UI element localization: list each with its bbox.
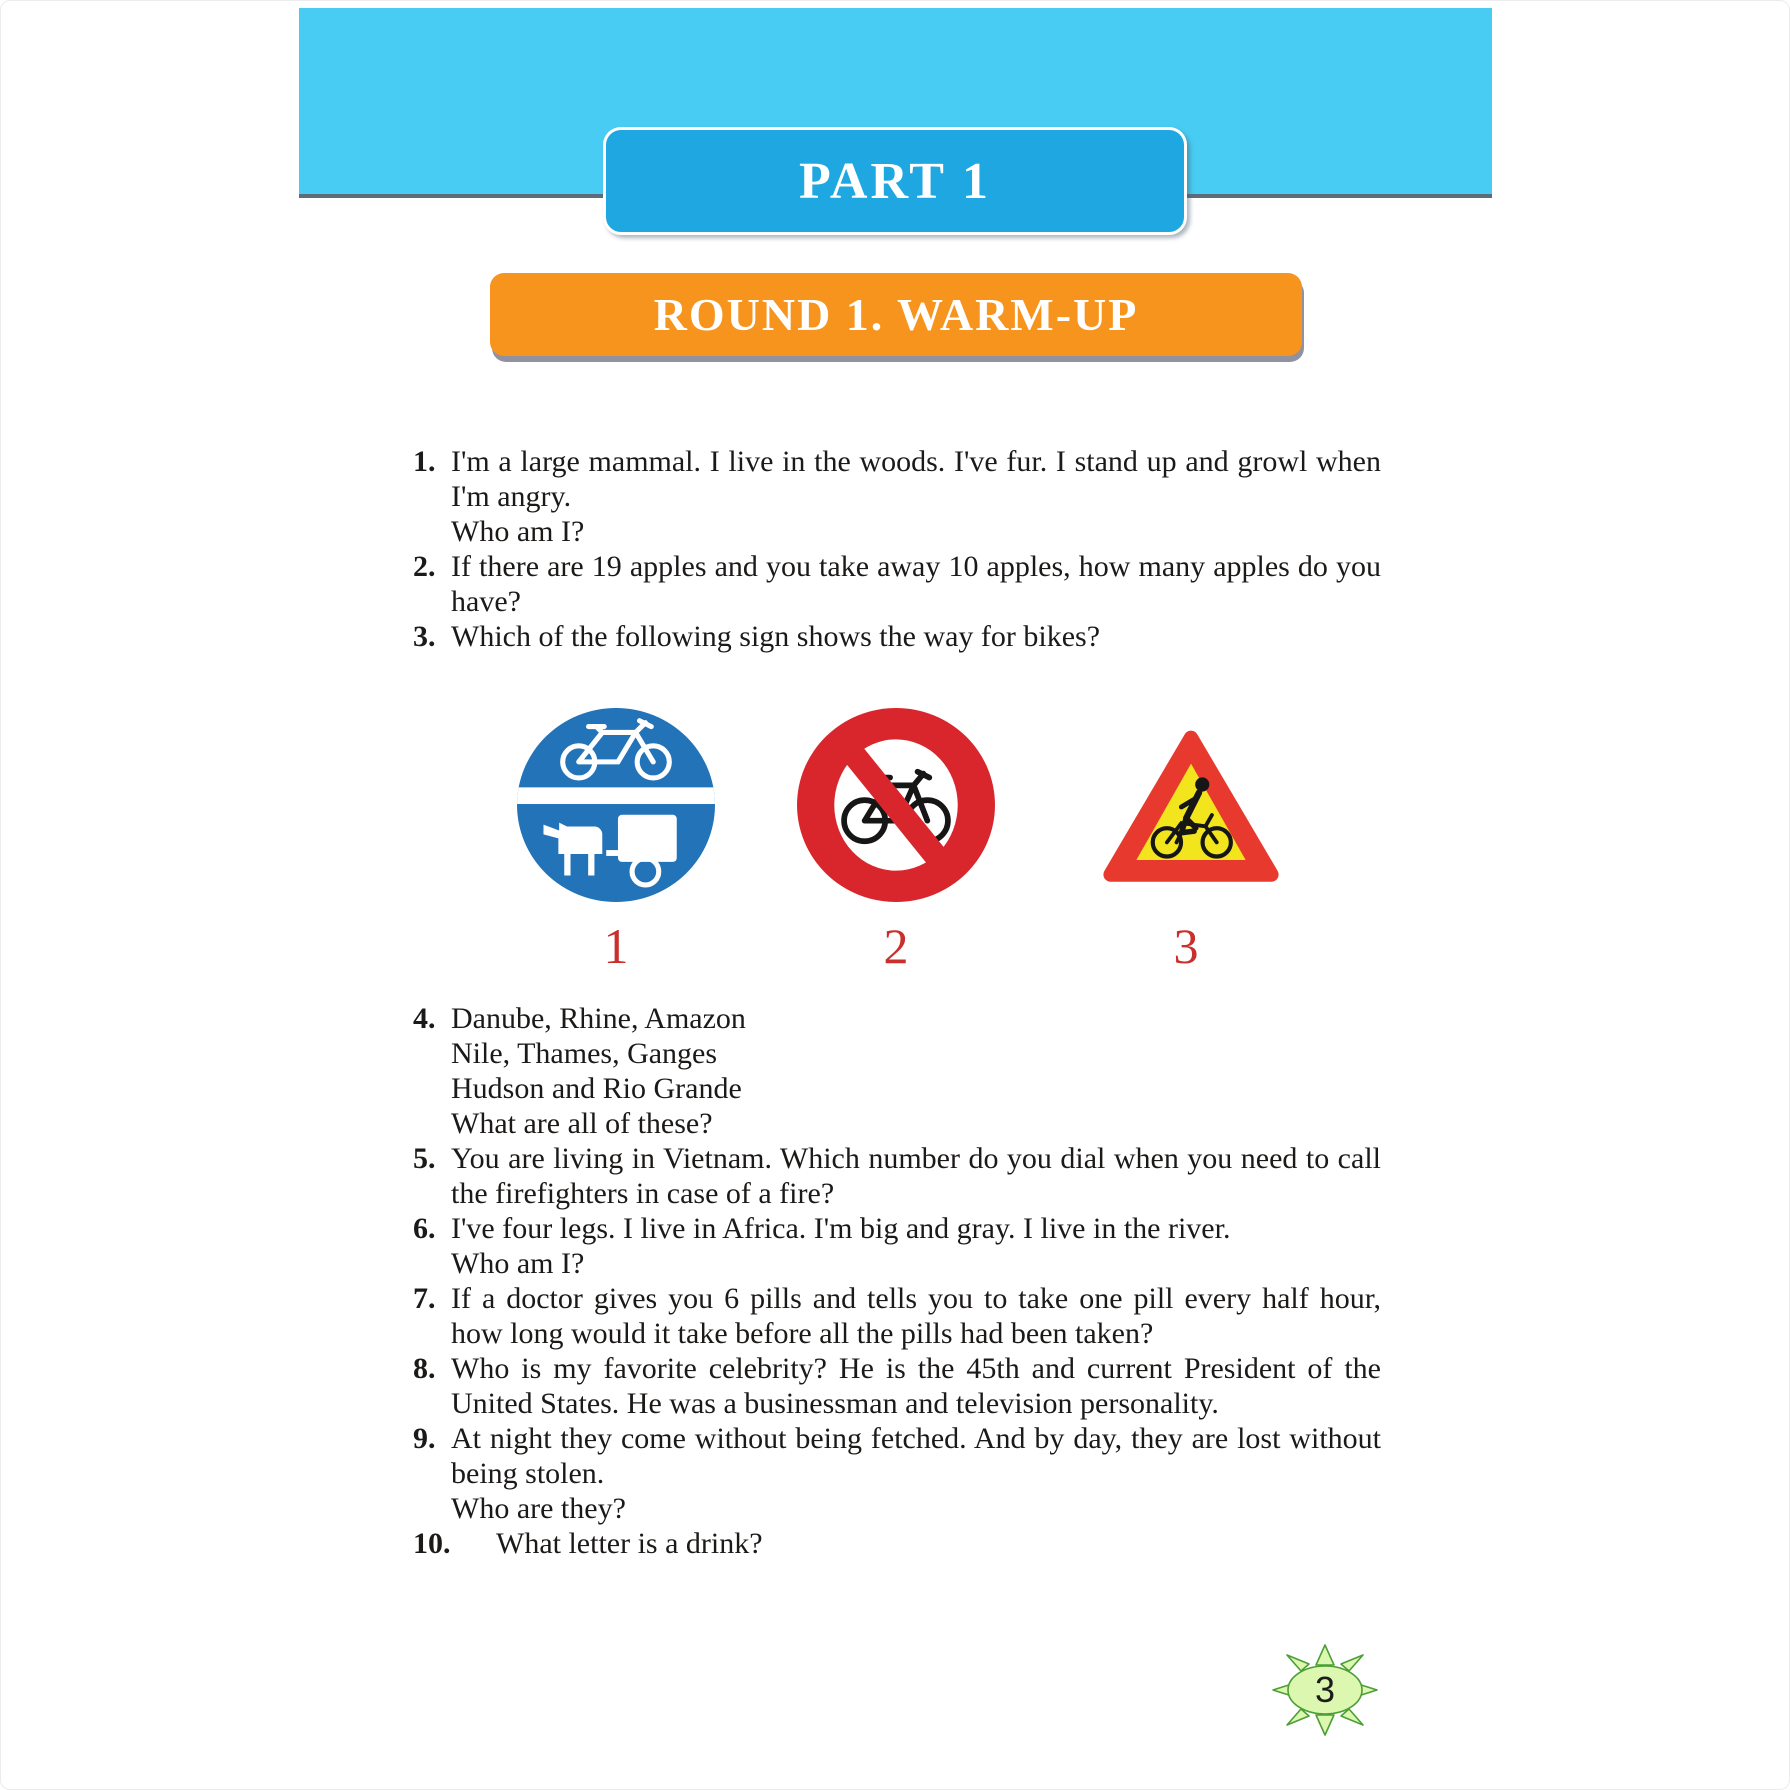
question-item xyxy=(413,1421,1381,1526)
sign-cyclist-warning xyxy=(1101,713,1281,906)
question-line: If there are 19 apples and you take away 10 apples, how many apples do you xyxy=(451,550,1381,583)
question-line: Nile, Thames, Ganges xyxy=(451,1037,718,1070)
question-line: the firefighters in case of a fire? xyxy=(451,1177,835,1210)
sign-number-label: 3 xyxy=(1173,918,1199,974)
question-line: Who is my favorite celebrity? He is the 45th and current President of the xyxy=(451,1352,1381,1385)
question-item xyxy=(413,1001,1381,1141)
sun-icon xyxy=(1259,1643,1391,1737)
part-title-box xyxy=(603,127,1187,235)
bicycle-and-cart-lane-icon xyxy=(516,707,716,903)
question-number: 8. xyxy=(413,1352,436,1385)
question-number: 2. xyxy=(413,550,436,583)
question-line: have? xyxy=(451,585,521,618)
question-line: What letter is a drink? xyxy=(496,1527,763,1560)
question-line: Which of the following sign shows the way for bikes? xyxy=(451,620,1101,653)
cyclist-warning-icon xyxy=(1101,713,1281,901)
sign-bicycle-and-cart-lane xyxy=(516,707,716,908)
question-item xyxy=(413,1141,1381,1211)
round-title: ROUND 1. WARM-UP xyxy=(653,289,1139,340)
question-line: I've four legs. I live in Africa. I'm big and gray. I live in the river. xyxy=(451,1212,1231,1245)
question-item xyxy=(413,1351,1381,1421)
question-line: Who am I? xyxy=(451,515,585,548)
sign-number-label: 1 xyxy=(603,918,629,974)
question-item xyxy=(413,1526,1381,1561)
question-line: What are all of these? xyxy=(451,1107,713,1140)
question-line: being stolen. xyxy=(451,1457,605,1490)
question-line: Danube, Rhine, Amazon xyxy=(451,1002,746,1035)
page-number: 3 xyxy=(1314,1669,1336,1710)
question-line: I'm angry. xyxy=(451,480,572,513)
question-line: If a doctor gives you 6 pills and tells you to take one pill every half hour, xyxy=(451,1282,1381,1315)
question-line: You are living in Vietnam. Which number do you dial when you need to call xyxy=(451,1142,1381,1175)
questions-list xyxy=(413,444,1381,1561)
question-item xyxy=(413,444,1381,549)
round-title-box xyxy=(490,273,1302,356)
question-number: 6. xyxy=(413,1212,436,1245)
sign-number-label: 2 xyxy=(883,918,909,974)
question-item xyxy=(413,619,1381,654)
question-line: Who are they? xyxy=(451,1492,626,1525)
question-number: 3. xyxy=(413,620,436,653)
question-number: 5. xyxy=(413,1142,436,1175)
question-item xyxy=(413,1211,1381,1281)
question-line: I'm a large mammal. I live in the woods. I've fur. I stand up and growl when xyxy=(451,445,1381,478)
question-line: At night they come without being fetched. And by day, they are lost without xyxy=(451,1422,1381,1455)
question-number: 1. xyxy=(413,445,436,478)
question-number: 9. xyxy=(413,1422,436,1455)
question-number: 10. xyxy=(413,1527,451,1560)
page-number-sun xyxy=(1259,1643,1391,1742)
sign-no-bicycles xyxy=(796,707,996,908)
question-number: 4. xyxy=(413,1002,436,1035)
question-number: 7. xyxy=(413,1282,436,1315)
question-line: United States. He was a businessman and television personality. xyxy=(451,1387,1219,1420)
part-title: PART 1 xyxy=(799,152,991,210)
question-item xyxy=(413,549,1381,619)
question-item xyxy=(413,1281,1381,1351)
question-line: how long would it take before all the pills had been taken? xyxy=(451,1317,1154,1350)
question-line: Who am I? xyxy=(451,1247,585,1280)
no-bicycles-icon xyxy=(796,707,996,903)
question-line: Hudson and Rio Grande xyxy=(451,1072,742,1105)
